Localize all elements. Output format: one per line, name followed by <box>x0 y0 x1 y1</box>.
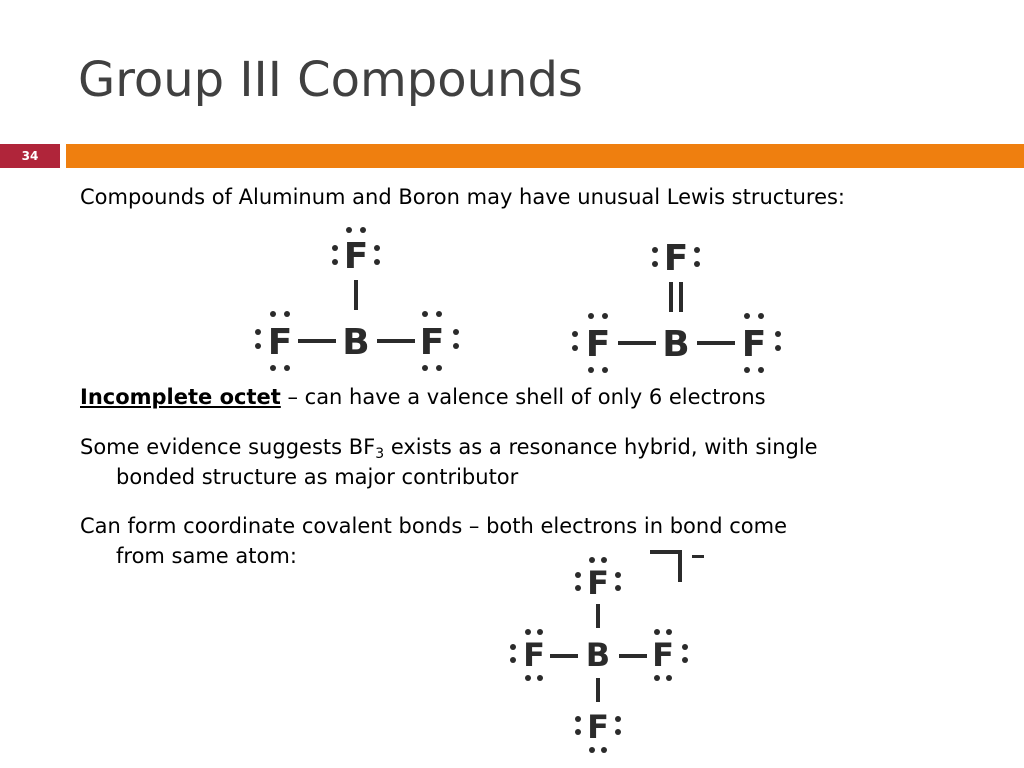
svg-text:F: F <box>267 322 293 363</box>
svg-text:B: B <box>662 324 690 365</box>
svg-text:B: B <box>342 322 370 363</box>
slide-number: 34 <box>0 144 60 168</box>
coordinate-line1: Can form coordinate covalent bonds – both electrons in bond come <box>80 514 787 538</box>
svg-text:F: F <box>652 636 674 674</box>
resonance-prefix: Some evidence suggests BF <box>80 435 376 459</box>
svg-text:B: B <box>585 636 611 674</box>
lewis-structure-bf3-double <box>566 230 790 376</box>
svg-text:F: F <box>587 708 609 746</box>
lewis-structure-bf3-single <box>250 222 470 374</box>
incomplete-octet-desc: – can have a valence shell of only 6 electrons <box>280 385 766 409</box>
coordinate-line2: from same atom: <box>116 544 297 568</box>
resonance-text <box>80 432 818 492</box>
svg-text:F: F <box>741 324 767 365</box>
svg-text:F: F <box>523 636 545 674</box>
lewis-structure-bf4-anion <box>504 544 714 758</box>
svg-text:F: F <box>419 322 445 363</box>
svg-text:F: F <box>343 236 369 277</box>
svg-text:F: F <box>587 564 609 602</box>
slide-title: Group III Compounds <box>78 52 583 108</box>
intro-text: Compounds of Aluminum and Boron may have unusual Lewis structures: <box>80 185 846 209</box>
incomplete-octet-text <box>80 382 766 412</box>
resonance-subscript: 3 <box>375 446 385 462</box>
incomplete-octet-term: Incomplete octet <box>80 385 281 409</box>
svg-text:F: F <box>663 238 689 279</box>
resonance-line2: bonded structure as major contributor <box>116 465 519 489</box>
title-accent-bar <box>66 144 1024 168</box>
svg-text:F: F <box>585 324 611 365</box>
resonance-suffix: exists as a resonance hybrid, with single <box>384 435 818 459</box>
